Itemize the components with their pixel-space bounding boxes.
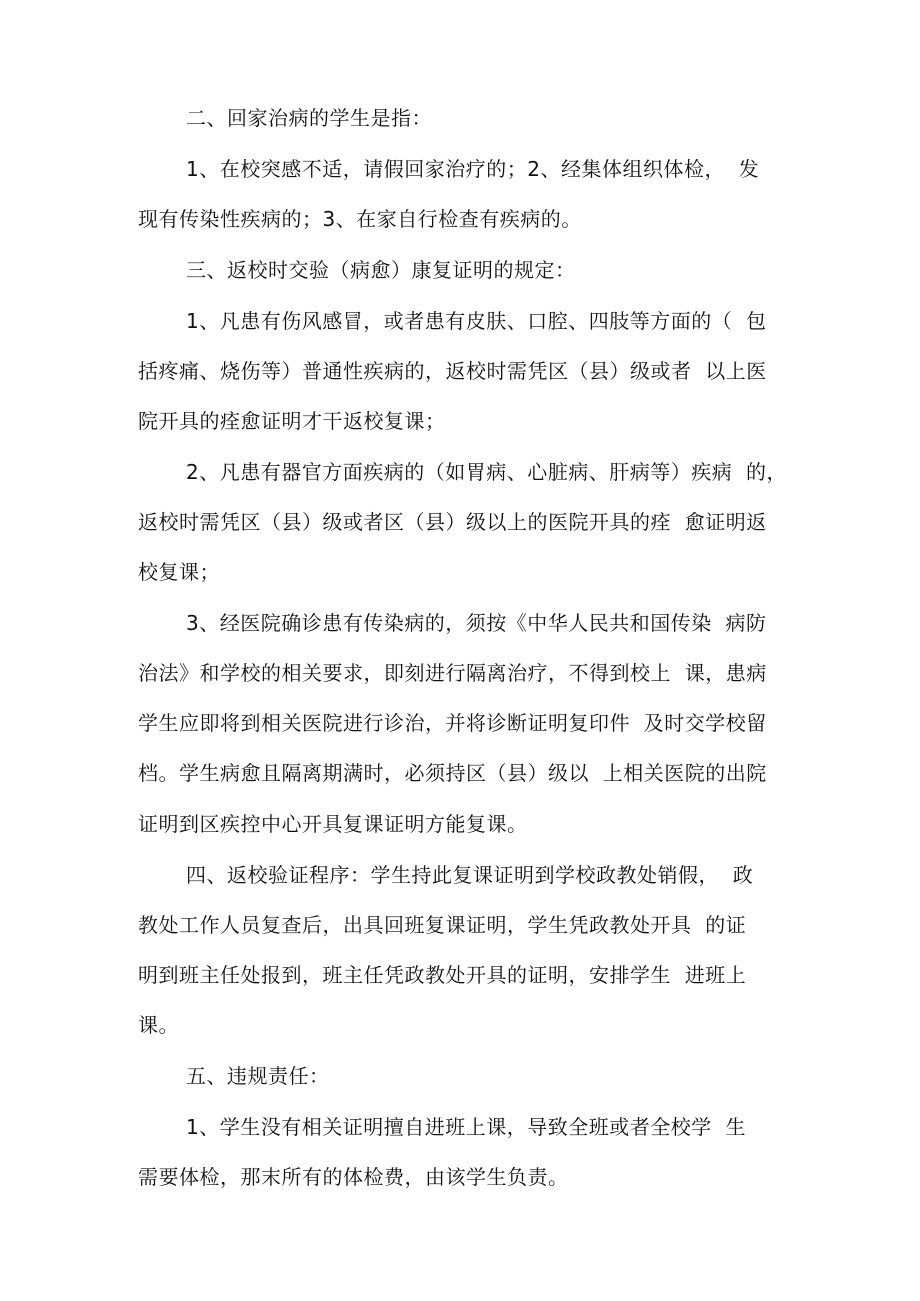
paragraph-line: 校复课；	[138, 560, 220, 584]
section-heading-4: 四、返校验证程序：学生持此复课证明到学校政教处销假， 政	[186, 863, 754, 887]
section-heading-2: 二、回家治病的学生是指：	[186, 106, 432, 130]
paragraph-line: 1、在校突感不适，请假回家治疗的；2、经集体组织体检， 发	[186, 157, 760, 181]
paragraph-line: 现有传染性疾病的；3、在家自行检查有疾病的。	[138, 207, 582, 231]
paragraph-line: 3、经医院确诊患有传染病的，须按《中华人民共和国传染 病防	[186, 611, 767, 635]
paragraph-line: 院开具的痊愈证明才干返校复课；	[138, 409, 446, 433]
paragraph-line: 学生应即将到相关医院进行诊治，并将诊断证明复印件 及时交学校留	[138, 711, 767, 735]
paragraph-line: 课。	[138, 1013, 179, 1037]
section-heading-3: 三、返校时交验（病愈）康复证明的规定：	[186, 258, 576, 282]
paragraph-line: 治法》和学校的相关要求，即刻进行隔离治疗，不得到校上 课，患病	[138, 661, 767, 685]
paragraph-line: 教处工作人员复查后，出具回班复课证明，学生凭政教处开具 的证	[138, 913, 747, 937]
paragraph-line: 1、凡患有伤风感冒，或者患有皮肤、口腔、四肢等方面的（ 包	[186, 309, 767, 333]
paragraph-line: 需要体检，那末所有的体检费，由该学生负责。	[138, 1165, 569, 1189]
paragraph-line: 返校时需凭区（县）级或者区（县）级以上的医院开具的痊 愈证明返	[138, 510, 767, 534]
paragraph-line: 明到班主任处报到，班主任凭政教处开具的证明，安排学生 进班上	[138, 963, 747, 987]
paragraph-line: 括疼痛、烧伤等）普通性疾病的，返校时需凭区（县）级或者 以上医	[138, 359, 767, 383]
paragraph-line: 档。学生病愈且隔离期满时，必须持区（县）级以 上相关医院的出院	[138, 761, 767, 785]
paragraph-line: 1、学生没有相关证明擅自进班上课，导致全班或者全校学 生	[186, 1115, 746, 1139]
paragraph-line: 证明到区疾控中心开具复课证明方能复课。	[138, 812, 528, 836]
section-heading-5: 五、违规责任：	[186, 1064, 330, 1088]
paragraph-line: 2、凡患有器官方面疾病的（如胃病、心脏病、肝病等）疾病 的，	[186, 460, 787, 484]
